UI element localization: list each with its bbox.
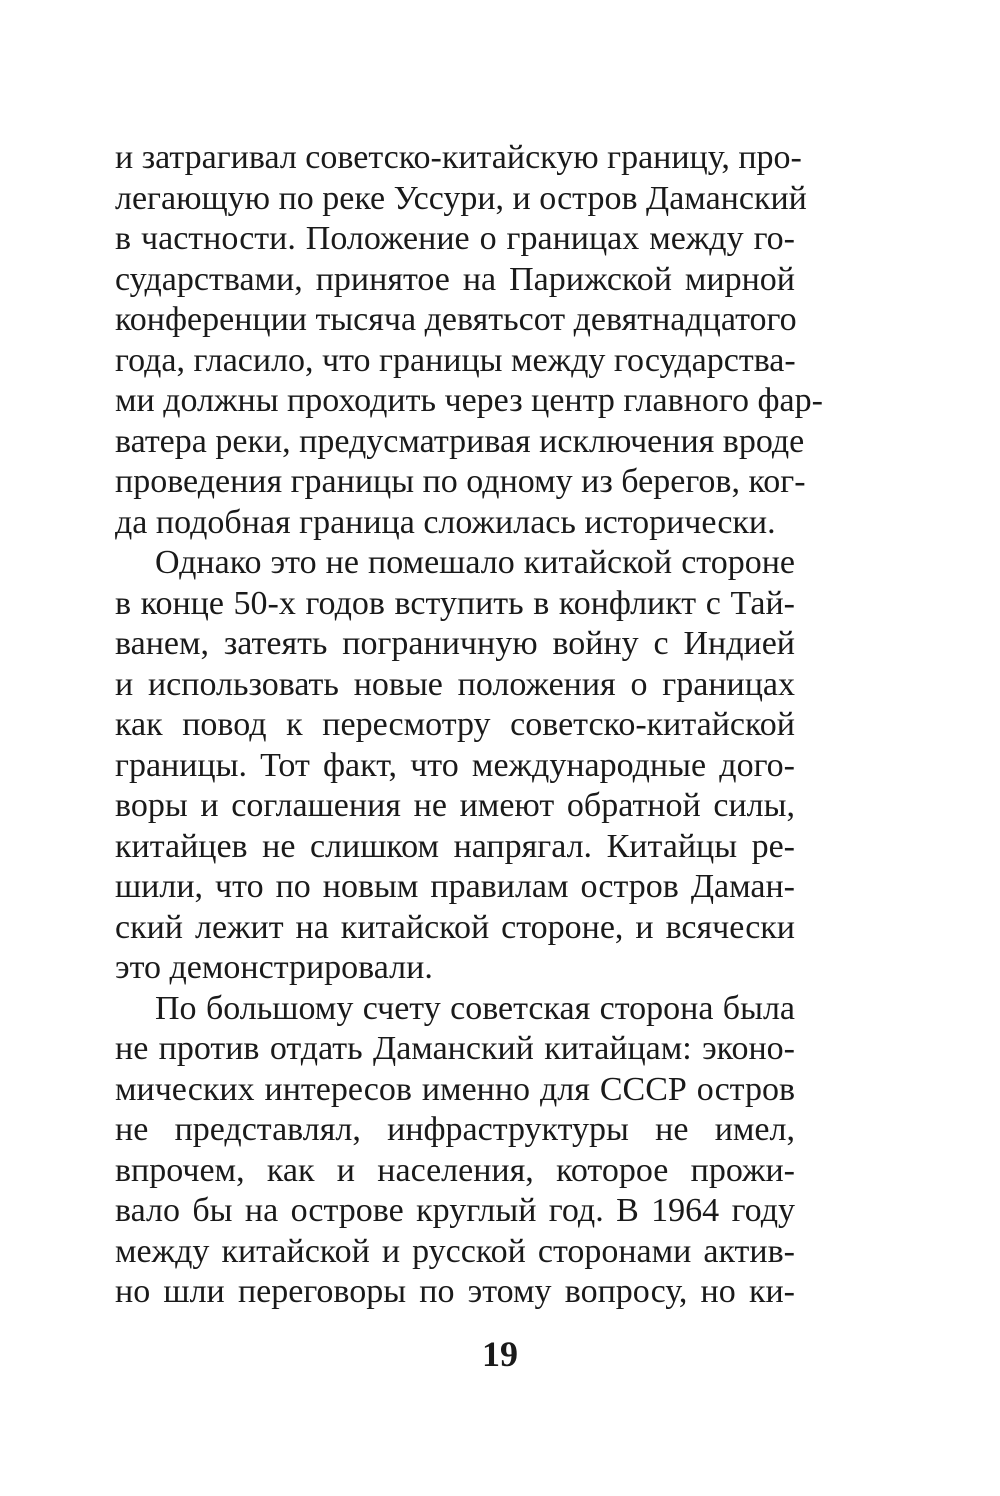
text-line: но шли переговоры по этому вопросу, но ки- bbox=[115, 1273, 795, 1310]
text-line: конференции тысяча девятьсот девятнадцатого bbox=[115, 301, 797, 338]
text-line: ми должны проходить через центр главного фар- bbox=[115, 382, 823, 419]
text-line: сударствами, принятое на Парижской мирной bbox=[115, 260, 795, 298]
text-line: в частности. Положение о границах между го- bbox=[115, 220, 795, 257]
text-line: воры и соглашения не имеют обратной силы, bbox=[115, 787, 795, 824]
text-line: границы. Тот факт, что международные дого- bbox=[115, 746, 795, 784]
text-line: между китайской и русской сторонами актив- bbox=[115, 1232, 795, 1270]
text-line: да подобная граница сложилась исторически. bbox=[115, 503, 776, 541]
page-number: 19 bbox=[482, 1334, 518, 1374]
text-line: вало бы на острове круглый год. В 1964 году bbox=[115, 1192, 795, 1229]
text-line: ванем, затеять пограничную войну с Индией bbox=[115, 625, 795, 662]
text-line: и использовать новые положения о границах bbox=[115, 665, 795, 703]
text-line: в конце 50-х годов вступить в конфликт с Тай- bbox=[115, 584, 795, 622]
text-line: и затрагивал советско-китайскую границу, про- bbox=[115, 139, 802, 176]
text-line: китайцев не слишком напрягал. Китайцы ре- bbox=[115, 827, 795, 865]
text-line: года, гласило, что границы между государства- bbox=[115, 341, 796, 379]
text-line: ватера реки, предусматривая исключения вроде bbox=[115, 422, 805, 460]
text-line: не представлял, инфраструктуры не имел, bbox=[115, 1111, 795, 1148]
text-line: впрочем, как и населения, которое прожи- bbox=[115, 1151, 795, 1189]
body-text bbox=[115, 138, 823, 1313]
text-line: Однако это не помешало китайской стороне bbox=[155, 544, 795, 581]
text-line: По большому счету советская сторона была bbox=[155, 989, 795, 1027]
text-line: ский лежит на китайской стороне, и всячески bbox=[115, 908, 795, 946]
text-line: как повод к пересмотру советско-китайской bbox=[115, 706, 795, 743]
text-line: это демонстрировали. bbox=[115, 949, 433, 986]
text-line: шили, что по новым правилам остров Даман- bbox=[115, 868, 795, 905]
text-line: проведения границы по одному из берегов, ког- bbox=[115, 463, 806, 500]
text-line: не против отдать Даманский китайцам: эконо- bbox=[115, 1030, 795, 1067]
text-line: легающую по реке Уссури, и остров Даманский bbox=[115, 179, 807, 217]
text-line: мических интересов именно для СССР остров bbox=[115, 1070, 795, 1108]
